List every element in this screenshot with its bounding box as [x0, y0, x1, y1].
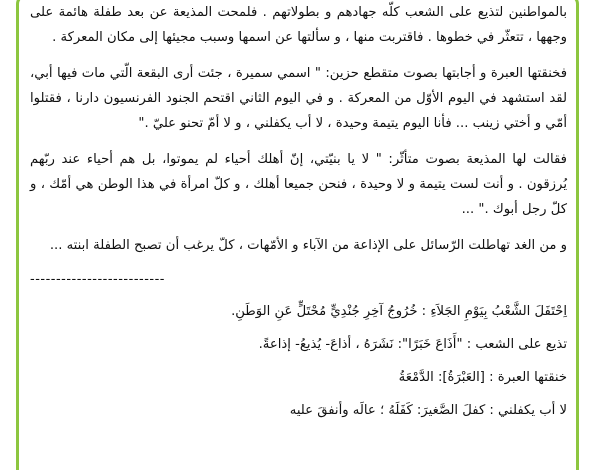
story-paragraph-4: و من الغد تهاطلت الرّسائل على الإذاعة من الآباء و الأمّهات ، كلّ يرغب أن تصبح الطفلة ابنته ...: [49, 238, 567, 253]
paragraph-gap: [30, 222, 567, 233]
paragraph-gap: [30, 390, 567, 398]
paragraph-gap: [30, 136, 567, 147]
vocabulary-note-3: خنقتها العبرة : [العَبْرَةُ]: الدَّمْعَةُ: [398, 370, 567, 385]
paragraph-gap: [30, 50, 567, 61]
story-paragraph-1: بالمواطنين لتذيع على الشعب كلّه جهادهم و بطولاتهم . فلمحت المذيعة عن بعد طفلة هائمة على وجهها ، تتعثّر في خطوها . فاقتربت منها ، و سألتها عن اسمها وسبب مجيئها إلى مكان المعركة .: [30, 5, 567, 45]
dashed-divider: --------------------------: [30, 272, 165, 287]
story-paragraph-3: فقالت لها المذيعة بصوت متأثّر: " لا يا بنيّتي، إنّ أهلك أحياء لم يموتوا، بل هم أحياء عند ربّهم يُرزقون . و أنت لست يتيمة و لا وحيدة ، فنحن جميعا أهلك ، و كلّ امرأة في هذا الوطن هي أمّك ، و كلّ رجل أبوك ." ...: [30, 152, 567, 217]
vocabulary-note-4: لا أب يكفلني : كفلَ الصَّغيرَ: كَفَلَهُ ؛ عالَه وأنفقَ عليه: [289, 403, 567, 418]
vocabulary-note-1: اِحْتَفَلَ الشَّعْبُ بِيَوْمِ الجَلاَءِ : خُرُوجُ آخِرِ جُنْدِيٍّ مُحْتَلٍّ عَنِ الوَطَنِ.: [231, 304, 567, 319]
paragraph-gap: [30, 324, 567, 332]
paragraph-gap: [30, 258, 567, 269]
paragraph-gap: [30, 291, 567, 299]
vocabulary-note-2: تذيع على الشعب : "أَذَاعَ خَبَرًا": نَشَرَهُ ، أذاعَ- يُذيعُ- إذاعةً.: [258, 337, 567, 352]
story-paragraph-2: فخنقتها العبرة و أجابتها بصوت متقطع حزين: " اسمي سميرة ، جئت أرى البقعة الّتي مات فيها أبي، لقد استشهد في اليوم الأوّل من المعركة . و في اليوم الثاني اقتحم الجنود الفرنسيون دارنا ، فقتلوا أمّي و أختي زينب ... فأنا اليوم يتيمة وحيدة ، لا أب يكفلني ، و لا أمّ تحنو عليّ .": [30, 66, 567, 131]
story-text: [30, 0, 567, 423]
paragraph-gap: [30, 357, 567, 365]
